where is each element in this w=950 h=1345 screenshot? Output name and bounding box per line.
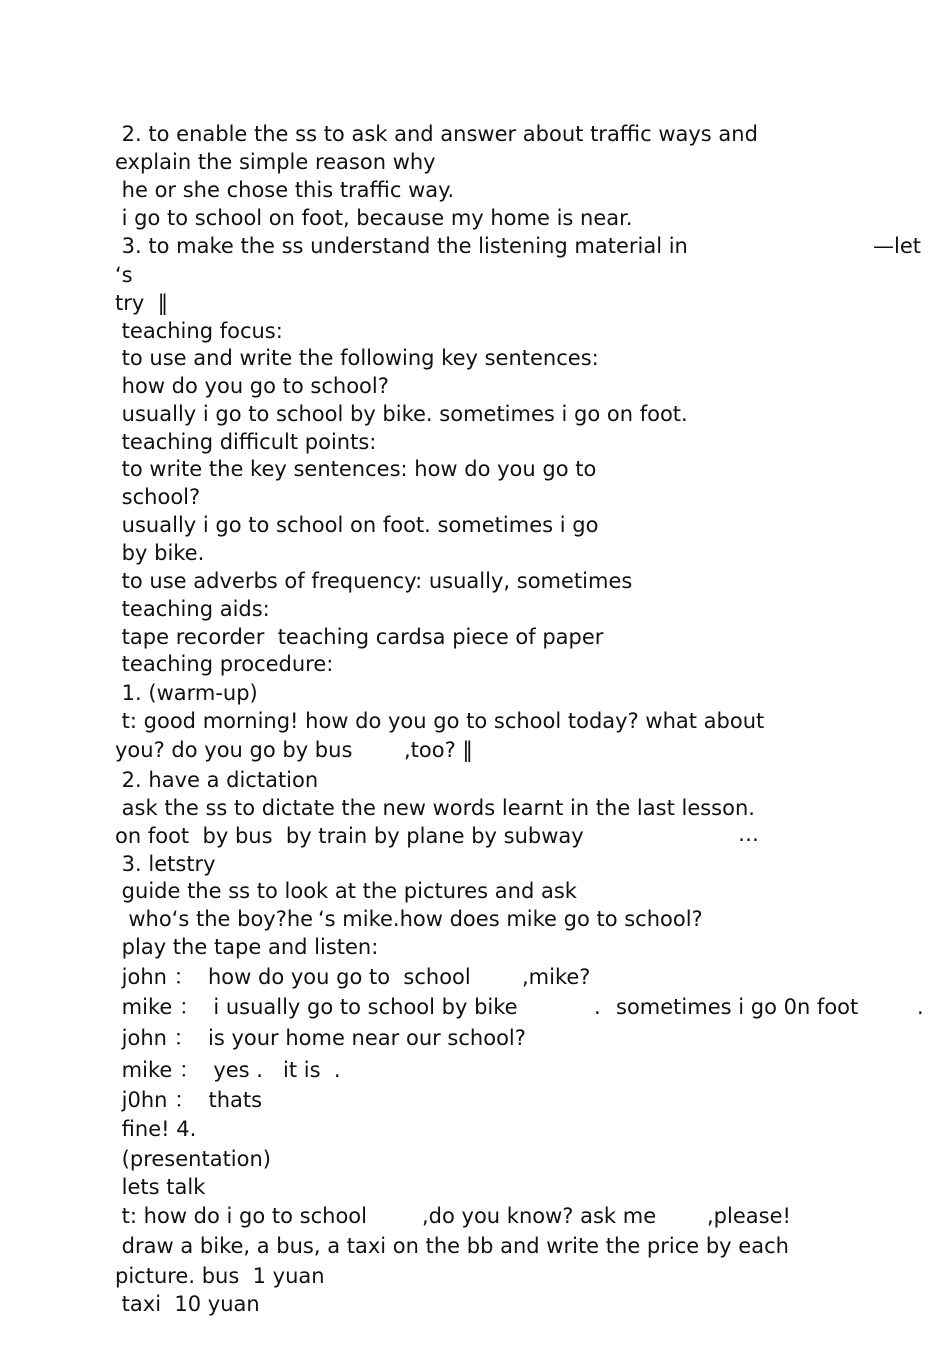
text-line: how do you go to school?: [115, 374, 389, 398]
text-line: i go to school on foot, because my home is near.: [115, 206, 633, 230]
text-line: usually i go to school by bike. sometimes i go on foot.: [115, 402, 688, 426]
text-line: taxi 10 yuan: [115, 1292, 260, 1316]
text-line: t: how do i go to school: [115, 1204, 367, 1228]
text-line: picture. bus 1 yuan: [115, 1264, 325, 1288]
text-fragment: .: [917, 995, 924, 1019]
text-line: draw a bike, a bus, a taxi on the bb and write the price by each: [115, 1234, 789, 1258]
text-line: ‘s: [115, 263, 133, 287]
text-line: 2. have a dictation: [115, 768, 319, 792]
text-fragment: .: [594, 995, 601, 1019]
text-line: tape recorder teaching cardsa piece of paper: [115, 625, 604, 649]
text-fragment: ‘s mike.how does mike go to school?: [318, 907, 703, 931]
text-line: guide the ss to look at the pictures and ask: [115, 879, 577, 903]
text-line: to use and write the following key sentences:: [115, 346, 599, 370]
text-line: to use adverbs of frequency: usually, sometimes: [115, 569, 633, 593]
text-fragment: ,mike?: [522, 965, 591, 989]
text-line: 1. (warm-up): [115, 681, 258, 705]
text-line: teaching aids:: [115, 597, 270, 621]
text-line: he or she chose this traffic way.: [115, 178, 455, 202]
text-fragment: ,too? ‖: [404, 738, 473, 762]
text-line: mike ： yes . it is .: [115, 1058, 341, 1082]
text-line: to write the key sentences: how do you go to: [115, 457, 597, 481]
text-line: john ： how do you go to school: [115, 965, 471, 989]
text-line: play the tape and listen:: [115, 935, 379, 959]
text-fragment: ,please!: [707, 1204, 791, 1228]
text-line: ask the ss to dictate the new words learnt in the last lesson.: [115, 796, 755, 820]
text-fragment: —let: [873, 234, 921, 258]
text-line: school?: [115, 485, 201, 509]
text-line: who‘s the boy?he: [115, 907, 314, 931]
text-line: lets talk: [115, 1175, 206, 1199]
text-line: john ： is your home near our school?: [115, 1026, 526, 1050]
text-fragment: …: [738, 822, 759, 846]
text-line: 2. to enable the ss to ask and answer about traffic ways and: [115, 122, 758, 146]
text-line: teaching procedure:: [115, 652, 334, 676]
text-line: 3. letstry: [115, 852, 216, 876]
text-line: try ‖: [115, 291, 169, 315]
text-line: t: good morning! how do you go to school today? what about: [115, 709, 765, 733]
text-line: by bike.: [115, 541, 205, 565]
text-line: on foot by bus by train by plane by subway: [115, 824, 584, 848]
text-line: teaching difficult points:: [115, 430, 377, 454]
text-line: you? do you go by bus: [115, 738, 353, 762]
text-line: usually i go to school on foot. sometimes i go: [115, 513, 599, 537]
text-fragment: sometimes i go 0n foot: [616, 995, 859, 1019]
text-line: 3. to make the ss understand the listening material in: [115, 234, 688, 258]
text-line: j0hn ： thats: [115, 1088, 263, 1112]
text-fragment: ,do you know? ask me: [422, 1204, 657, 1228]
text-line: fine! 4.: [115, 1117, 197, 1141]
text-line: teaching focus:: [115, 319, 283, 343]
text-line: (presentation): [115, 1147, 271, 1171]
text-line: mike ： i usually go to school by bike: [115, 995, 518, 1019]
text-line: explain the simple reason why: [115, 150, 436, 174]
